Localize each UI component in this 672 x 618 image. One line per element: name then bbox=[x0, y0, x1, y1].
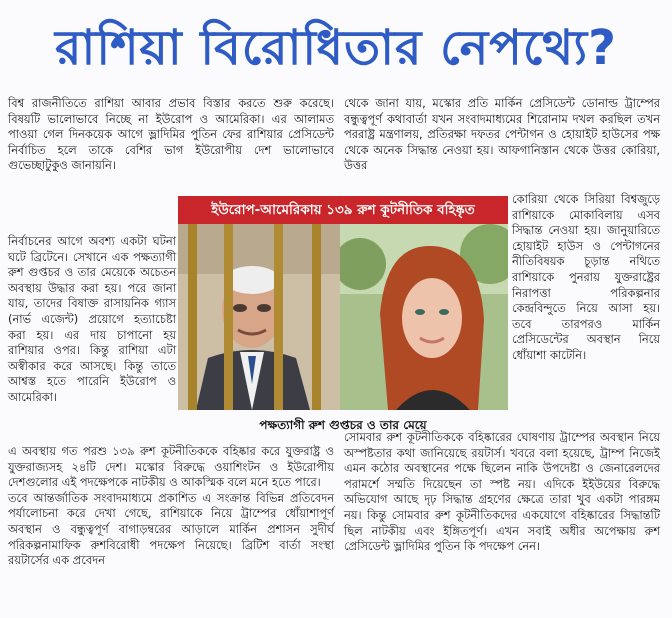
right-column-bottom bbox=[344, 430, 660, 555]
headline: রাশিয়া বিরোধিতার নেপথ্যে? bbox=[55, 20, 617, 76]
paragraph-spy-incident: নির্বাচনের আগে অবশ্য একটা ঘটনা ঘটে ব্রিটেনে। সেখানে এক পক্ষত্যাগী রুশ গুপ্তচর ও তার মেয়েকে অচেতন অবস্থায় উদ্ধার করা হয়। পরে জানা যায়, তাদের বিষাক্ত রাসায়নিক গ্যাস (নার্ভ এজেন্ট) প্রয়োগে হত্যাচেষ্টা করা হয়। এর দায় চাপানো হয় রাশিয়ার ওপর। কিন্তু রাশিয়া এটা অস্বীকার করে আসছে। কিন্তু তাতে আশ্বস্ত হতে পারেনি ইউরোপ ও আমেরিকা। bbox=[8, 234, 176, 404]
news-figure bbox=[178, 196, 508, 440]
paragraph-reuters-report: থেকে জানা যায়, মস্কোর প্রতি মার্কিন প্রেসিডেন্ট ডোনাল্ড ট্রাম্পের বন্ধুত্বপূর্ণ কথাবার্তা যখন সংবাদমাধ্যমের শিরোনাম দখল করছিল তখন পররাষ্ট্র মন্ত্রণালয়, প্রতিরক্ষা দফতর পেন্টাগন ও হোয়াইট হাউসের পক্ষ থেকে অনেক সিদ্ধান্ত নেওয়া হয়। আফগানিস্তান থেকে উত্তর কোরিয়া, উত্তর bbox=[344, 96, 660, 173]
paragraph-analysis: তবে আন্তর্জাতিক সংবাদমাধ্যমে প্রকাশিত এ সংক্রান্ত বিভিন্ন প্রতিবেদন পর্যালোচনা করে দেখা গেছে, রাশিয়াকে নিয়ে ট্রাম্পের ধোঁয়াশাপূর্ণ অবস্থান ও বন্ধুত্বপূর্ণ বাগাড়ম্বরের আড়ালে মার্কিন প্রশাসন সুদীর্ঘ পরিকল্পনামাফিক রুশবিরোধী পদক্ষেপ নিয়েছে। ব্রিটিশ বার্তা সংস্থা রয়টার্সের এক প্রবেদন bbox=[8, 490, 334, 568]
figure-caption: পক্ষত্যাগী রুশ গুপ্তচর ও তার মেয়ে bbox=[259, 418, 427, 432]
photo-spy bbox=[178, 224, 340, 410]
right-column-narrow bbox=[512, 192, 660, 364]
photo-daughter bbox=[340, 224, 508, 410]
left-column-bottom bbox=[8, 444, 334, 569]
paragraph-monday-expulsion: সোমবার রুশ কূটনীতিককে বহিষ্কারের ঘোষণায় ট্রাম্পের অবস্থান নিয়ে অস্পষ্টতার কথা জানিয়েছে রয়টার্স। খবরে বলা হয়েছে, ট্রাম্প নিজেই এমন কঠোর অবস্থানের পক্ষে ছিলেন নাকি উপদেষ্টা ও জেনারেলদের পরামর্শে সম্মতি দিয়েছেন তা স্পষ্ট নয়। এদিকে ইইউয়ের বিরুদ্ধে অভিযোগ আছে দৃঢ় সিদ্ধান্ত গ্রহণের ক্ষেত্রে তারা খুব একটা পারঙ্গম নয়। কিন্তু সোমবার রুশ কূটনীতিকদের একযোগে বহিষ্কারের সিদ্ধান্তটি ছিল নাটকীয় এবং ইঙ্গিতপূর্ণ। এখন সবাই অধীর অপেক্ষায় রুশ প্রেসিডেন্ট ভ্লাদিমির পুতিন কি পদক্ষেপ নেন। bbox=[344, 430, 660, 554]
left-column-top bbox=[8, 96, 334, 174]
paragraph-expulsion: এ অবস্থায় গত পরশু ১৩৯ রুশ কূটনীতিককে বহিষ্কার করে যুক্তরাষ্ট্র ও যুক্তরাজ্যসহ ২৪টি দেশ। মস্কোর বিরুদ্ধে ওয়াশিংটন ও ইউরোপীয় দেশগুলোর এই পদক্ষেপকে নাটকীয় ও আকস্মিক বলে মনে হতে পারে। bbox=[8, 444, 334, 490]
paragraph-policy: কোরিয়া থেকে সিরিয়া বিশ্বজুড়ে রাশিয়াকে মোকাবিলায় এসব সিদ্ধান্ত নেওয়া হয়। জানুয়ারিতে হোয়াইট হাউস ও পেন্টাগনের নীতিবিষয়ক চূড়ান্ত নথিতে রাশিয়াকে পুনরায় যুক্তরাষ্ট্রের নিরাপত্তা পরিকল্পনার কেন্দ্রবিন্দুতে নিয়ে আসা হয়। তবে তারপরও মার্কিন প্রেসিডেন্টের অবস্থান নিয়ে ধোঁয়াশা কাটেনি। bbox=[512, 192, 660, 362]
right-column-top bbox=[344, 96, 660, 174]
left-column-narrow bbox=[8, 234, 176, 406]
paragraph-intro: বিশ্ব রাজনীতিতে রাশিয়া আবার প্রভাব বিস্তার করতে শুরু করেছে। বিষয়টি ভালোভাবে নিচ্ছে না ইউরোপ ও আমেরিকা। এর আলামত পাওয়া গেল দিনকয়েক আগে ভ্লাদিমির পুতিন ফের রাশিয়ার প্রেসিডেন্ট নির্বাচিত হলে তাকে বেশির ভাগ ইউরোপীয় দেশ ভালোভাবে গুভেচ্ছাটুকুও জানায়নি। bbox=[8, 96, 334, 173]
figure-banner: ইউরোপ-আমেরিকায় ১৩৯ রুশ কূটনীতিক বহিষ্কৃত bbox=[178, 196, 508, 224]
